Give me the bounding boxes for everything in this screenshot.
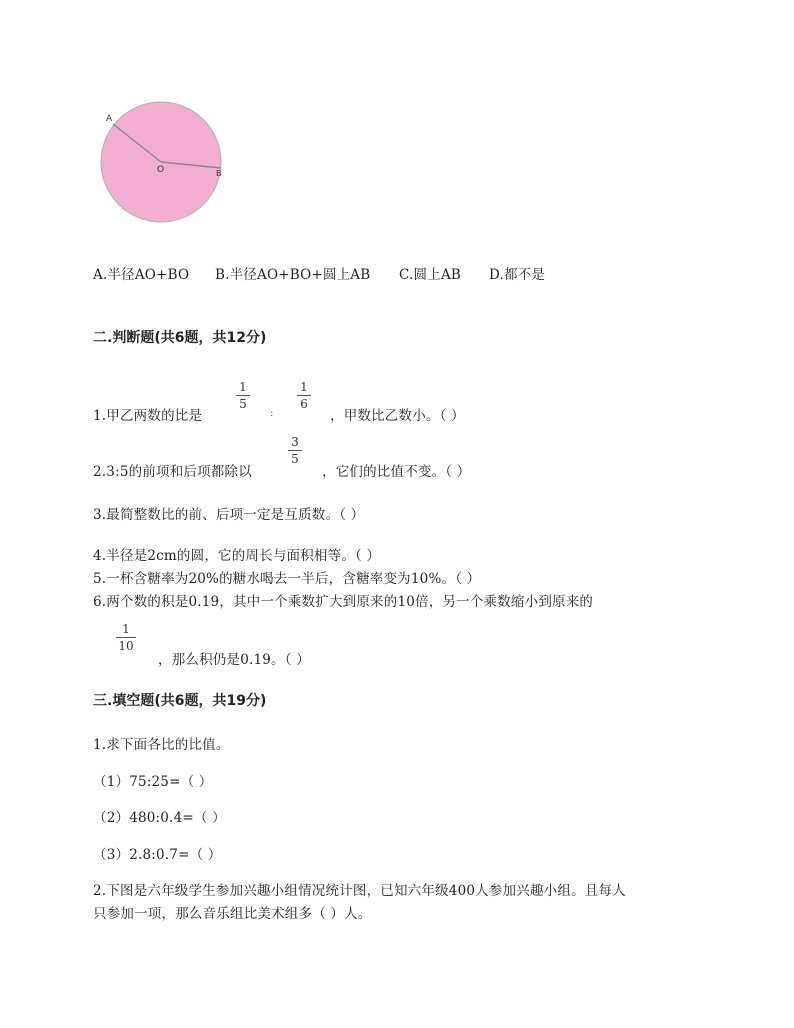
label-b: B — [216, 169, 222, 178]
s2-q1-colon: : — [270, 408, 274, 419]
label-o: O — [157, 165, 165, 175]
fraction-bar — [288, 450, 302, 451]
label-a: A — [106, 114, 113, 124]
section2-title: 二.判断题(共6题，共12分) — [93, 330, 267, 346]
option-a: A.半径AO+BO — [93, 267, 190, 283]
fraction-denominator: 5 — [239, 397, 247, 411]
circle-figure — [90, 100, 240, 230]
fraction-bar — [116, 637, 136, 638]
s3-q1-a: （1）75:25=（ ） — [93, 774, 213, 790]
option-b: B.半径AO+BO+圆上AB — [215, 267, 371, 283]
s2-q6-fraction — [116, 622, 136, 653]
s2-q1-prefix: 1.甲乙两数的比是 — [93, 408, 203, 424]
s2-q1-suffix: ，甲数比乙数小。（ ） — [330, 408, 465, 424]
fraction-bar — [236, 395, 250, 396]
fraction-bar — [297, 395, 311, 396]
option-c: C.圆上AB — [399, 267, 462, 283]
fraction-numerator: 1 — [300, 380, 308, 394]
section3-title: 三.填空题(共6题，共19分) — [93, 693, 267, 709]
fraction-denominator: 10 — [118, 639, 134, 653]
s2-q5: 5.一杯含糖率为20%的糖水喝去一半后，含糖率变为10%。（ ） — [93, 571, 481, 587]
s2-q1-fraction-2 — [297, 380, 311, 411]
fraction-numerator: 1 — [122, 622, 130, 636]
s3-q1: 1.求下面各比的比值。 — [93, 737, 230, 753]
s2-q1-fraction-1 — [236, 380, 250, 411]
s3-q1-c: （3）2.8:0.7=（ ） — [93, 847, 222, 863]
s3-q1-b: （2）480:0.4=（ ） — [93, 810, 226, 826]
fraction-denominator: 6 — [300, 397, 308, 411]
option-d: D.都不是 — [489, 267, 546, 283]
s3-q2-line2: 只参加一项，那么音乐组比美术组多（ ）人。 — [93, 906, 372, 922]
s2-q2-prefix: 2.3:5的前项和后项都除以 — [93, 464, 252, 480]
s2-q4: 4.半径是2cm的圆，它的周长与面积相等。（ ） — [93, 548, 381, 564]
s3-q2-line1: 2.下图是六年级学生参加兴趣小组情况统计图，已知六年级400人参加兴趣小组。且每人 — [93, 883, 626, 899]
s2-q2-suffix: ，它们的比值不变。（ ） — [322, 464, 471, 480]
fraction-numerator: 1 — [239, 380, 247, 394]
fraction-denominator: 5 — [291, 452, 299, 466]
s2-q6-suffix: ，那么积仍是0.19。（ ） — [158, 652, 310, 668]
fraction-numerator: 3 — [291, 435, 299, 449]
s2-q3: 3.最简整数比的前、后项一定是互质数。（ ） — [93, 507, 365, 523]
s2-q2-fraction — [288, 435, 302, 466]
s2-q6-line1: 6.两个数的积是0.19，其中一个乘数扩大到原来的10倍，另一个乘数缩小到原来的 — [93, 594, 594, 610]
